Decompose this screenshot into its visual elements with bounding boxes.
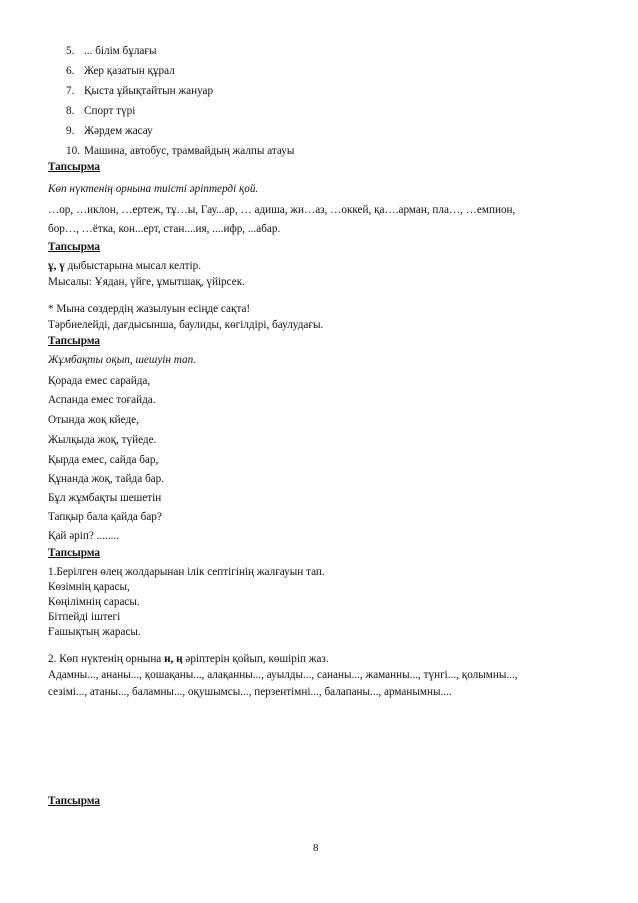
letters-bold: н, ң [164,653,183,665]
list-item-number: 9. [66,125,75,137]
task-instruction [48,259,201,273]
task-question: 1.Берілген өлең жолдарынан ілік септігінің жалғауын тап. [48,566,325,578]
task-heading: Тапсырма [48,795,100,807]
riddle-line: Тапқыр бала қайда бар? [48,511,162,523]
task-question [48,652,329,666]
poem-line: Көңілімнің сарасы. [48,596,140,608]
task-example: Мысалы: Ұядан, үйге, ұмытшақ, үйірсек. [48,276,245,288]
riddle-line: Қай әріп? ........ [48,530,120,542]
poem-line: Ғашықтың жарасы. [48,626,141,638]
task-note: * Мына сөздердің жазылуын есіңде сақта! [48,303,251,315]
list-item: Жер қазатын құрал [84,65,175,77]
task-instruction-text: дыбыстарына мысал келтір. [64,260,202,272]
page-number: 8 [313,842,319,854]
riddle-line: Аспанда емес тоғайда. [48,394,156,406]
task-question-text: әріптерін қойып, көшіріп жаз. [182,653,329,665]
task-exercise-line: Адамны..., ананы..., қошақаны..., алақанны..., ауылды..., сананы..., жаманны..., түнгі..., қолымны..., [48,669,518,681]
letters-bold: ұ, ү [48,260,65,272]
task-heading: Тапсырма [48,335,100,347]
task-instruction: Көп нүктенің орнына тиісті әріптерді қой. [48,183,259,195]
list-item-number: 10. [66,145,80,157]
list-item-number: 6. [66,65,75,77]
task-exercise-line: сезімі..., атаны..., баламны..., оқушымсы..., перзентімні..., балапаны..., арманымны.... [48,686,452,698]
riddle-line: Қорада емес сарайда, [48,375,151,387]
task-question-text: 2. Көп нүктенің орнына [48,653,165,665]
poem-line: Көзімнің қарасы, [48,581,130,593]
list-item-number: 5. [66,45,75,57]
list-item: Спорт түрі [84,105,136,117]
task-words: Тәрбиелейді, дағдысынша, баулиды, көгілдірі, баулудағы. [48,319,324,331]
task-heading: Тапсырма [48,161,100,173]
list-item: Қыста ұйықтайтын жануар [84,85,214,97]
list-item-number: 7. [66,85,75,97]
riddle-line: Отында жоқ кйеде, [48,414,139,426]
task-heading: Тапсырма [48,547,100,559]
task-exercise-line: бор…, …ётка, кон...ерт, стан....ия, ....ифр, ...абар. [48,223,281,235]
list-item: Жәрдем жасау [84,125,153,137]
list-item: Машина, автобус, трамвайдың жалпы атауы [84,145,295,157]
poem-line: Бітпейді іштегі [48,611,121,623]
riddle-line: Құнанда жоқ, тайда бар. [48,473,165,485]
riddle-line: Қырда емес, сайда бар, [48,454,159,466]
task-instruction: Жұмбақты оқып, шешуін тап. [48,354,196,366]
list-item: ... білім бұлағы [84,45,157,57]
list-item-number: 8. [66,105,75,117]
task-heading: Тапсырма [48,241,100,253]
riddle-line: Жылқыда жоқ, түйеде. [48,434,157,446]
riddle-line: Бұл жұмбақты шешетін [48,492,162,504]
task-exercise-line: …ор, …иклон, …ертеж, тұ…ы, Гау...ар, … адиша, жи…аз, …оккей, қа….арман, пла…, …емпион, [48,204,516,216]
